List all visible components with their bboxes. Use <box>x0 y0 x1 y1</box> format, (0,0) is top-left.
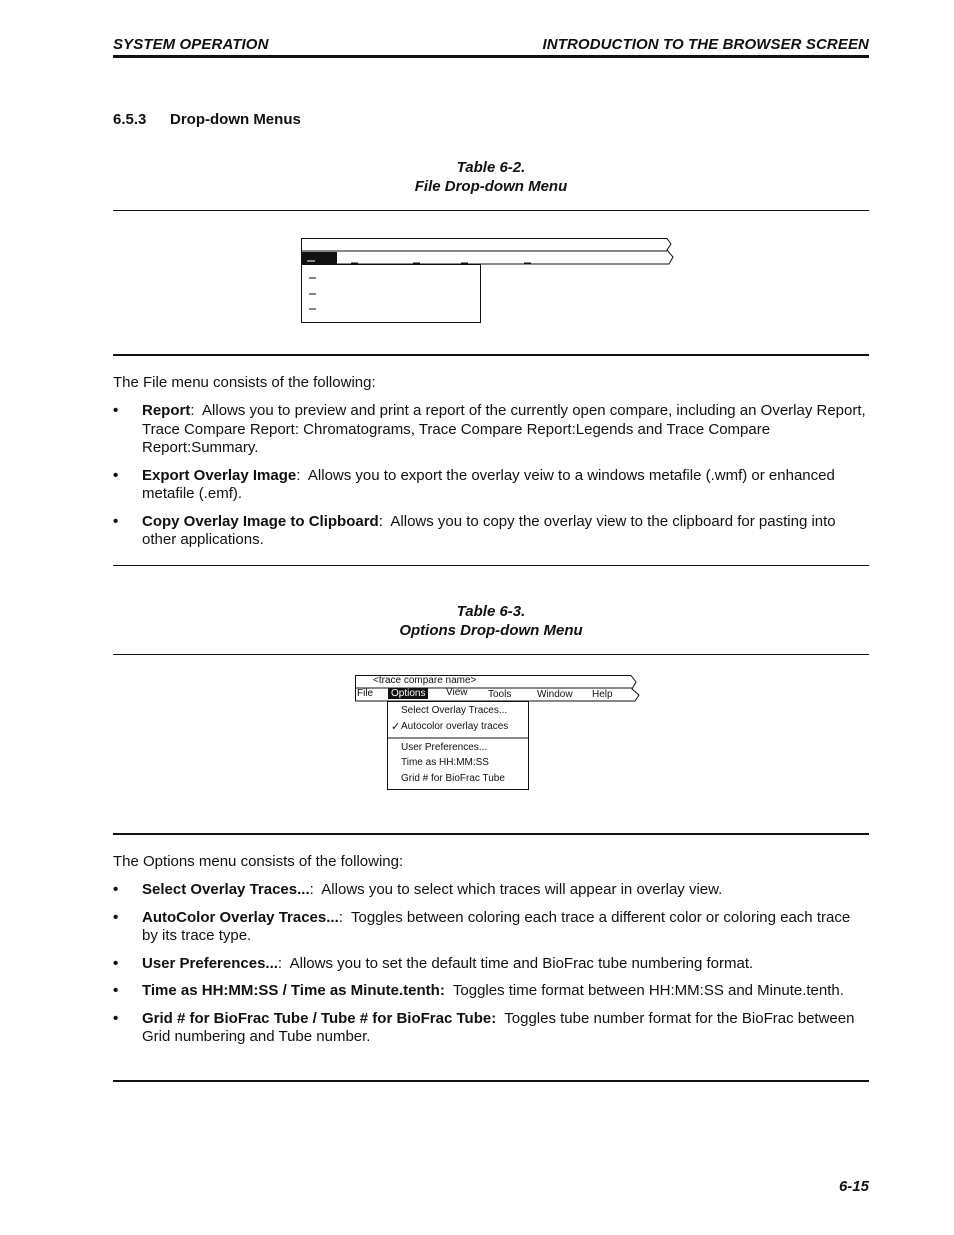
menu-item-user-preferences[interactable]: User Preferences... <box>401 742 488 753</box>
options-intro: The Options menu consists of the following: <box>113 853 404 870</box>
list-item: • Time as HH:MM:SS / Time as Minute.tenth: Toggles time format between HH:MM:SS and Minute.tenth. <box>113 982 844 999</box>
table-caption-options <box>113 602 869 640</box>
table-title: File Drop-down Menu <box>414 178 568 195</box>
window-title: <trace compare name> <box>373 675 477 686</box>
list-item: • User Preferences...: Allows you to set the default time and BioFrac tube numbering format. <box>113 954 754 972</box>
menu-options[interactable]: Options <box>388 688 428 699</box>
list-item: • Select Overlay Traces...: Allows you to select which traces will appear in overlay view. <box>113 881 723 898</box>
menu-view[interactable]: View <box>446 687 468 698</box>
options-items-list <box>113 881 869 1047</box>
menu-item-grid-number[interactable]: Grid # for BioFrac Tube <box>401 773 505 784</box>
menu-item-time-format[interactable]: Time as HH:MM:SS <box>401 757 489 768</box>
section-heading <box>113 111 301 128</box>
table-top-rule <box>113 210 869 211</box>
table-bottom-rule <box>113 833 869 835</box>
table-bottom-rule <box>113 354 869 356</box>
table-caption-file <box>113 158 869 196</box>
options-menu-figure <box>355 675 645 795</box>
section-end-rule <box>113 1080 869 1082</box>
checkmark-icon: ✓ <box>391 721 401 733</box>
list-item: • Report: Allows you to preview and print a report of the currently open compare, including an Overlay Report, Trace Compare Report: Chromatograms, Trace Compare Report:Legends and Trace Compare Report:Summary. <box>113 402 870 456</box>
menu-file[interactable]: File <box>357 688 374 699</box>
table-top-rule <box>113 654 869 655</box>
menu-item-select-overlay-traces[interactable]: Select Overlay Traces... <box>401 705 508 716</box>
running-header-right: INTRODUCTION TO THE BROWSER SCREEN <box>542 36 869 53</box>
list-item: • Export Overlay Image: Allows you to export the overlay veiw to a windows metafile (.wmf) or enhanced metafile (.emf). <box>113 466 839 502</box>
section-rule <box>113 565 869 566</box>
menu-window[interactable]: Window <box>537 689 573 700</box>
file-menu-illustration <box>301 238 681 328</box>
header-rule <box>113 55 869 58</box>
section-title: Drop-down Menus <box>170 111 301 128</box>
list-item: • AutoColor Overlay Traces...: Toggles between coloring each trace a different color or coloring each trace by its trace type. <box>113 908 855 944</box>
table-label: Table 6-3. <box>456 603 526 620</box>
menu-item-autocolor-overlay-traces[interactable]: Autocolor overlay traces <box>401 721 509 732</box>
page-number: 6-15 <box>838 1178 869 1195</box>
file-menu-figure <box>301 238 681 328</box>
menu-tools[interactable]: Tools <box>488 689 512 700</box>
file-items-list <box>113 402 869 550</box>
menu-help[interactable]: Help <box>592 689 613 700</box>
list-item: • Copy Overlay Image to Clipboard: Allows you to copy the overlay view to the clipboard for pasting into other applications. <box>113 512 840 548</box>
table-label: Table 6-2. <box>456 159 526 176</box>
file-intro: The File menu consists of the following: <box>113 374 376 391</box>
section-number: 6.5.3 <box>113 111 147 128</box>
list-item: • Grid # for BioFrac Tube / Tube # for BioFrac Tube: Toggles tube number format for the BioFrac between Grid numbering and Tube number. <box>113 1009 859 1045</box>
running-header-left: SYSTEM OPERATION <box>113 36 269 53</box>
table-title: Options Drop-down Menu <box>399 622 583 639</box>
